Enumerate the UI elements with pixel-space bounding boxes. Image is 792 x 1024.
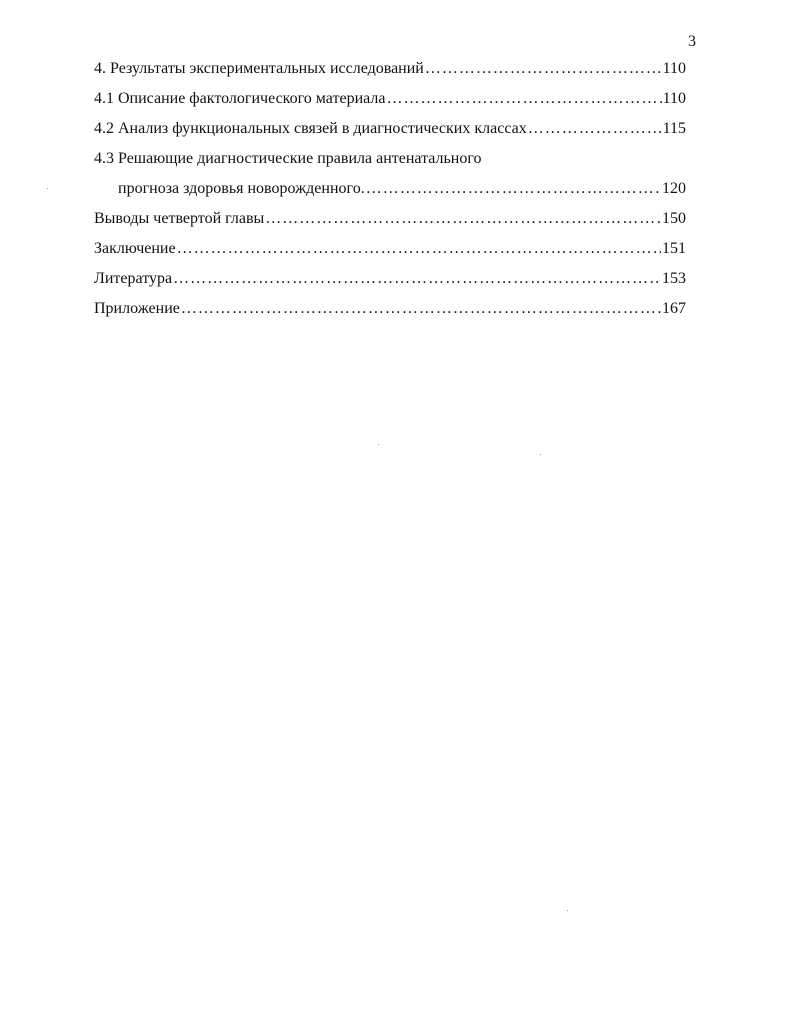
- toc-entry: [94, 114, 686, 144]
- scan-speck: [540, 454, 541, 455]
- toc-entry: [94, 84, 686, 114]
- toc-entry-title: 4.2 Анализ функциональных связей в диагностических классах: [94, 120, 527, 137]
- scan-speck: [378, 444, 379, 445]
- toc-entry-title: Выводы четвертой главы: [94, 210, 265, 227]
- toc-entry-title: Литература: [94, 270, 173, 287]
- toc-entry: [94, 294, 686, 324]
- toc-entry: [94, 234, 686, 264]
- page-number: 3: [688, 33, 696, 50]
- toc-entry-page: 110: [662, 60, 686, 77]
- dot-leader: [528, 114, 662, 144]
- toc-entry-page: 115: [662, 120, 686, 137]
- dot-leader: [181, 294, 661, 324]
- toc-entry: [94, 54, 686, 84]
- table-of-contents: [94, 54, 686, 324]
- dot-leader: [173, 264, 661, 294]
- toc-entry-page: 153: [662, 270, 686, 287]
- toc-entry-title: Заключение: [94, 240, 176, 257]
- toc-entry-page: 151: [662, 240, 686, 257]
- toc-entry: [94, 264, 686, 294]
- scan-speck: [567, 910, 568, 911]
- toc-entry-page: 167: [662, 300, 686, 317]
- toc-entry-page: 120: [662, 180, 686, 197]
- toc-entry: [94, 174, 686, 204]
- toc-entry-title: 4.1 Описание фактологического материала: [94, 90, 386, 107]
- dot-leader: [386, 84, 661, 114]
- toc-entry: [94, 204, 686, 234]
- dot-leader: [265, 204, 661, 234]
- toc-entry-title: 4. Результаты экспериментальных исследований: [94, 60, 424, 77]
- dot-leader: [177, 234, 661, 264]
- toc-entry-page: 110: [662, 90, 686, 107]
- toc-entry-title-line2: прогноза здоровья новорожденного.: [118, 180, 365, 197]
- toc-entry-title: Приложение: [94, 300, 180, 317]
- scan-speck: [47, 188, 48, 189]
- dot-leader: [425, 54, 662, 84]
- dot-leader: [366, 174, 661, 204]
- toc-entry-page: 150: [662, 210, 686, 227]
- toc-entry-title-line1: 4.3 Решающие диагностические правила антенатального: [94, 150, 482, 167]
